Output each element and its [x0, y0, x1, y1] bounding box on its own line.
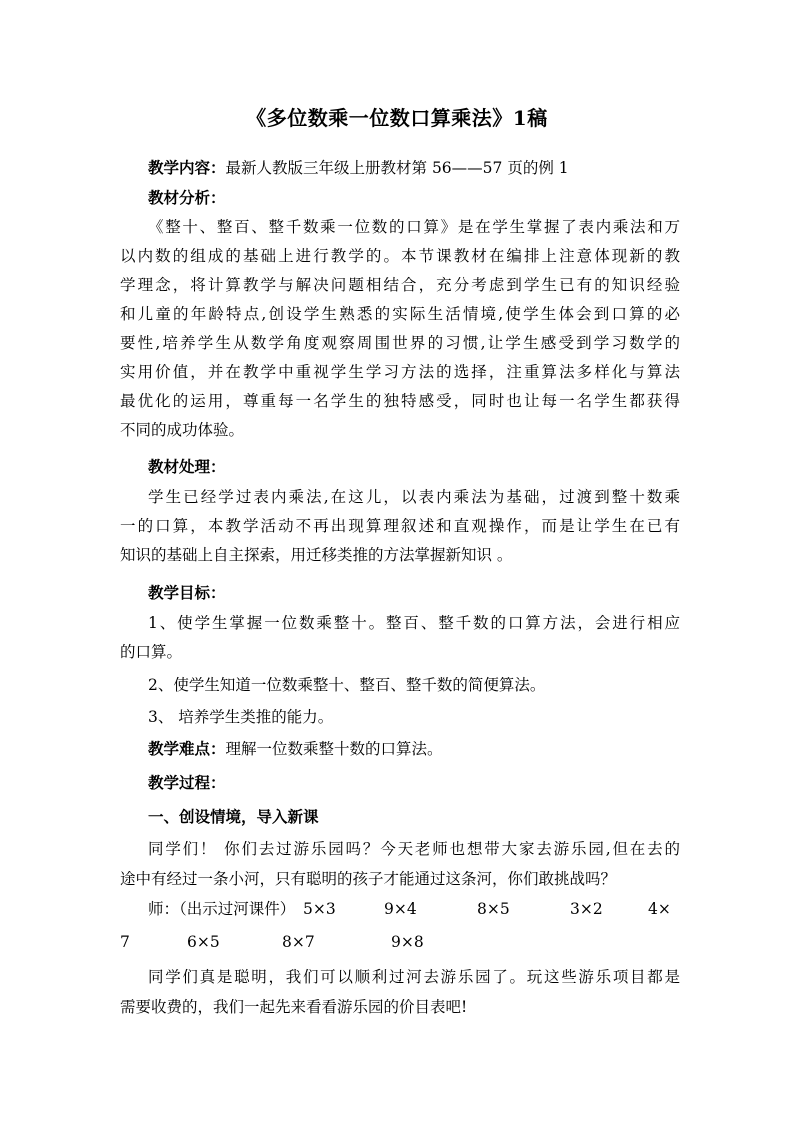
- process-line: 同学们真是聪明，我们可以顺利过河去游乐园了。玩这些游乐项目都是: [148, 968, 680, 986]
- document-title: 《多位数乘一位数口算乘法》1稿: [246, 106, 548, 130]
- exercise-item: 8×7: [282, 933, 315, 951]
- exercise-item: 3×2: [570, 900, 603, 918]
- teacher-label: 师：（出示过河课件）: [148, 900, 296, 918]
- process-line: 同学们！ 你们去过游乐园吗？今天老师也想带大家去游乐园,但在去的: [148, 840, 680, 858]
- analysis-line: 以内数的组成的基础上进行教学的。本节课教材在编排上注意体现新的教: [120, 247, 680, 265]
- processing-line: 知识的基础上自主探索，用迁移类推的方法掌握新知识 。: [120, 546, 513, 564]
- goal-line: 1、使学生掌握一位数乘整十。整百、整千数的口算方法，会进行相应: [148, 614, 680, 632]
- teaching-content-label: 教学内容：: [148, 158, 226, 177]
- process-line: 途中有经过一条小河，只有聪明的孩子才能通过这条河，你们敢挑战吗？: [120, 870, 617, 888]
- analysis-line: 实用价值，并在教学中重视学生学习方法的选择，注重算法多样化与算法: [120, 363, 680, 381]
- analysis-line: 《整十、整百、整千数乘一位数的口算》是在学生掌握了表内乘法和万: [148, 218, 680, 236]
- process-line: 需要收费的，我们一起先来看看游乐园的价目表吧!: [120, 998, 468, 1016]
- goal-line: 3、 培养学生类推的能力。: [148, 708, 334, 726]
- analysis-line: 不同的成功体验。: [120, 421, 245, 439]
- difficulty-line: [148, 738, 708, 760]
- process-label: 教学过程：: [148, 773, 226, 792]
- difficulty-text: 理解一位数乘整十数的口算法。: [225, 740, 443, 758]
- section-heading: 一、创设情境，导入新课: [148, 807, 319, 826]
- exercise-item: 5×3: [303, 900, 336, 918]
- exercise-item: 7: [120, 933, 130, 951]
- exercise-item: 9×4: [384, 900, 417, 918]
- exercise-item: 9×8: [391, 933, 424, 951]
- goal-line: 2、使学生知道一位数乘整十、整百、整千数的简便算法。: [148, 676, 546, 694]
- exercise-item: 8×5: [477, 900, 510, 918]
- exercise-item: 6×5: [187, 933, 220, 951]
- analysis-line: 和儿童的年龄特点,创设学生熟悉的实际生活情境,使学生体会到口算的必: [120, 305, 680, 323]
- difficulty-label: 教学难点：: [148, 739, 226, 758]
- processing-line: 学生已经学过表内乘法,在这儿，以表内乘法为基础，过渡到整十数乘: [148, 488, 680, 506]
- teaching-content-line: [148, 157, 708, 179]
- analysis-label: 教材分析：: [148, 188, 226, 207]
- goal-line: 的口算。: [120, 643, 183, 661]
- teaching-content-text: 最新人教版三年级上册教材第 56——57 页的例 1: [225, 159, 569, 177]
- analysis-line: 要性,培养学生从数学角度观察周围世界的习惯,让学生感受到学习数学的: [120, 334, 680, 352]
- analysis-line: 学理念，将计算教学与解决问题相结合，充分考虑到学生已有的知识经验: [120, 276, 680, 294]
- processing-label: 教材处理：: [148, 457, 226, 476]
- processing-line: 一的口算，本教学活动不再出现算理叙述和直观操作，而是让学生在已有: [120, 517, 680, 535]
- goals-label: 教学目标：: [148, 583, 226, 602]
- exercise-item: 4×: [648, 900, 671, 918]
- analysis-line: 最优化的运用，尊重每一名学生的独特感受，同时也让每一名学生都获得: [120, 392, 680, 410]
